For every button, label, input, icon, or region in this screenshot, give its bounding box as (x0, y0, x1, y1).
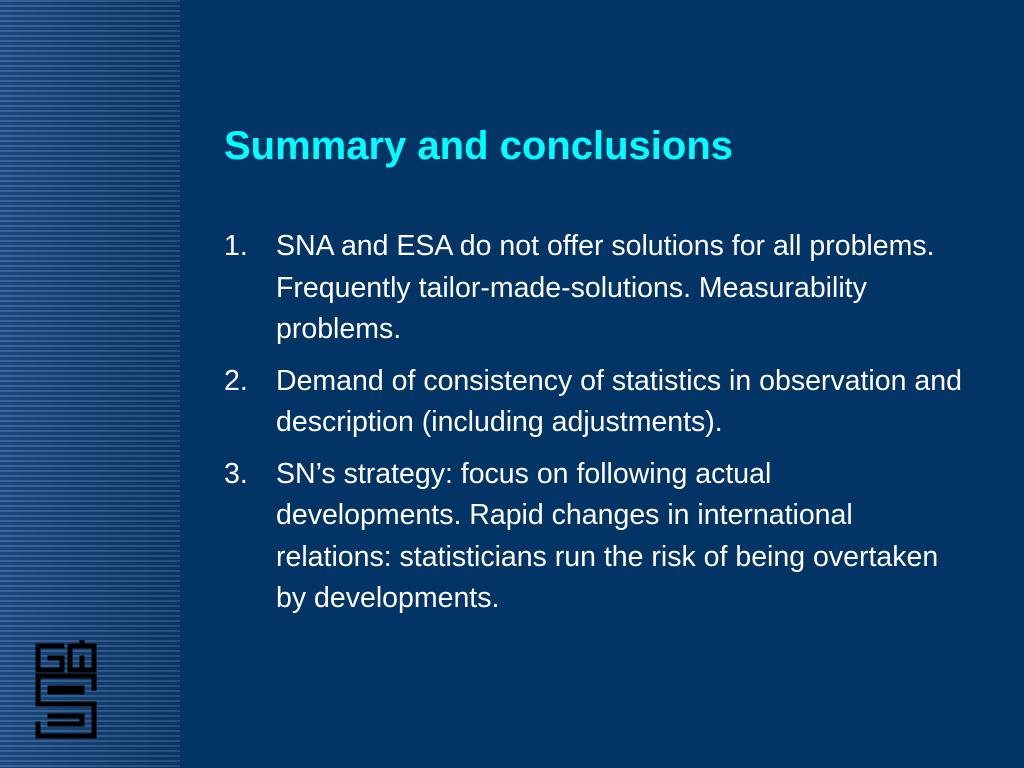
slide-title: Summary and conclusions (224, 124, 734, 168)
list-item (224, 361, 964, 444)
list-item-number: 3. (224, 457, 248, 490)
list-item-text: SNA and ESA do not offer solutions for all problems. Frequently tailor-made-solutions. Measurability problems. (276, 230, 935, 345)
list-item-text: SN’s strategy: focus on following actual developments. Rapid changes in international relations: statisticians run the risk of being overtaken by developments. (276, 457, 939, 614)
list-item (224, 454, 964, 620)
list-item (224, 226, 964, 351)
list-item-number: 1. (224, 230, 248, 262)
list-item-text: Demand of consistency of statistics in observation and description (including adjustments). (276, 364, 962, 438)
cbs-logo-icon (34, 640, 98, 740)
list-item-number: 2. (224, 364, 248, 397)
conclusions-list (224, 226, 964, 630)
